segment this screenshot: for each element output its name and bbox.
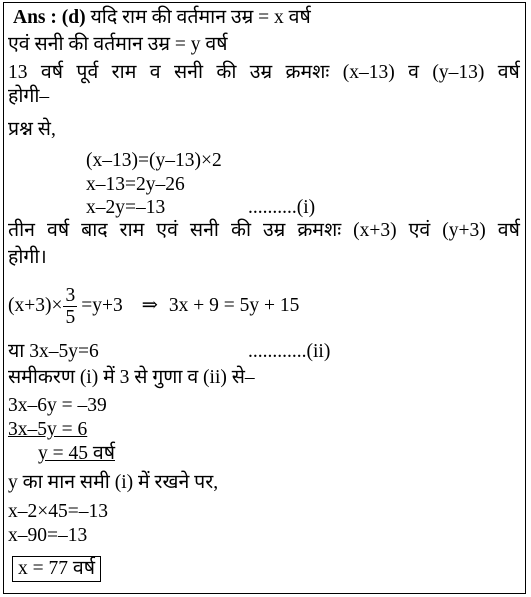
equation-5: 3x–6y = –39	[8, 395, 107, 416]
word: एवं	[408, 220, 431, 241]
equation-9: x–90=–13	[8, 525, 88, 546]
equation-4-tag: ............(ii)	[248, 341, 331, 362]
word: व	[149, 62, 161, 83]
implies-arrow: ⇒	[141, 295, 158, 316]
ages-13-years-ago	[8, 61, 520, 85]
word: क्रमशः	[297, 220, 342, 241]
word: वर्ष	[497, 220, 520, 241]
word: वर्ष	[40, 62, 63, 83]
sunny-age-definition: एवं सनी की वर्तमान उम्र = y वर्ष	[8, 34, 228, 55]
fraction-3-over-5	[63, 285, 77, 328]
word: की	[230, 220, 251, 241]
word: वर्ष	[46, 220, 70, 241]
fraction-denominator: 5	[65, 307, 76, 329]
hogi-line-2: होगी।	[8, 247, 47, 268]
equation-4: या 3x–5y=6	[8, 341, 99, 362]
option-label: (d)	[61, 7, 86, 28]
substitute-instruction: y का मान समी (i) में रखने पर,	[8, 472, 219, 493]
multiply-instruction: समीकरण (i) में 3 से गुणा व (ii) से–	[8, 367, 255, 388]
prashn-se-line: प्रश्न से,	[8, 119, 56, 140]
word: वर्ष	[497, 62, 520, 83]
fraction-numerator: 3	[65, 285, 76, 307]
equation-3: x–2y=–13	[86, 197, 166, 218]
equation-1: (x–13)=(y–13)×2	[86, 150, 222, 171]
word: एवं	[156, 220, 178, 241]
hogi-line-1: होगी–	[8, 86, 50, 107]
word: पूर्व	[76, 62, 99, 83]
word: (x–13)	[342, 62, 395, 83]
equation-6: 3x–5y = 6	[8, 419, 88, 440]
word: क्रमशः	[285, 62, 330, 83]
word: (x+3)	[353, 220, 397, 241]
fraction-result: 3x + 9 = 5y + 15	[168, 295, 300, 316]
equation-3-tag: ..........(i)	[248, 197, 316, 218]
word: बाद	[81, 220, 108, 241]
ans-label: Ans :	[13, 7, 57, 28]
word: उम्र	[262, 220, 286, 241]
word: (y–13)	[432, 62, 485, 83]
final-answer: x = 77 वर्ष	[12, 556, 101, 582]
word: की	[216, 62, 237, 83]
word: तीन	[8, 220, 35, 241]
final-answer-box	[12, 557, 101, 581]
answer-header-line	[13, 6, 311, 30]
fraction-left: (x+3)×	[8, 295, 63, 316]
word: राम	[111, 62, 137, 83]
word: व	[408, 62, 419, 83]
fraction-right: =y+3	[81, 295, 123, 316]
word: (y+3)	[442, 220, 486, 241]
word: सनी	[173, 62, 204, 83]
fraction-equation	[8, 282, 299, 330]
equation-8: x–2×45=–13	[8, 501, 108, 522]
word: उम्र	[249, 62, 273, 83]
word: 13	[8, 62, 28, 83]
ages-3-years-later	[8, 219, 520, 243]
word: राम	[119, 220, 145, 241]
equation-2: x–13=2y–26	[86, 174, 185, 195]
ram-age-definition: यदि राम की वर्तमान उम्र = x वर्ष	[90, 7, 311, 28]
equation-7-result-y: y = 45 वर्ष	[38, 443, 115, 464]
word: सनी	[189, 220, 219, 241]
